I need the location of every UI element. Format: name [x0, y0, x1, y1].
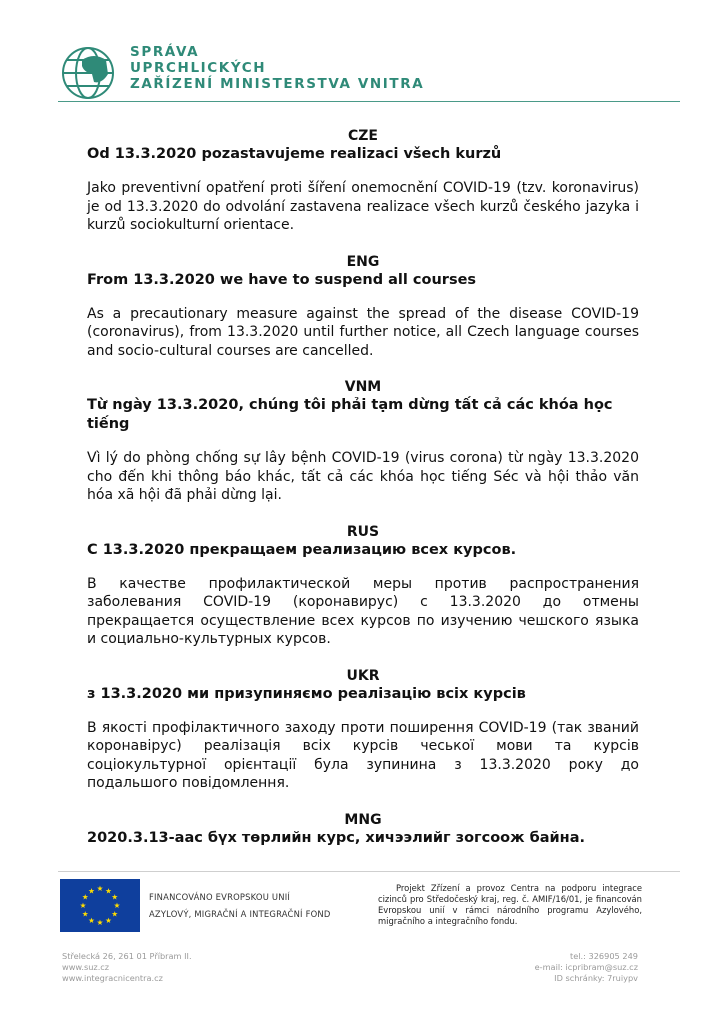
section-vnm — [87, 378, 639, 505]
language-code: ENG — [346, 253, 380, 270]
eu-star-icon: ★ — [81, 892, 89, 902]
eu-star-icon: ★ — [88, 886, 95, 896]
language-code: UKR — [346, 667, 380, 684]
postal-address: Střelecká 26, 261 01 Příbram II. — [62, 951, 192, 961]
eu-star-icon: ★ — [105, 915, 112, 925]
phone-number: tel.: 326905 249 — [570, 951, 638, 961]
eu-star-icon: ★ — [88, 915, 95, 925]
contact-right — [535, 951, 638, 984]
language-code: CZE — [348, 128, 378, 144]
website-link[interactable]: www.suz.cz — [62, 962, 110, 972]
notice-content — [87, 120, 639, 866]
funding-line2: AZYLOVÝ, MIGRAČNÍ A INTEGRAČNÍ FOND — [149, 909, 331, 919]
project-statement: Projekt Zřízení a provoz Centra na podporu integrace cizinců pro Středočeský kraj, reg. č. AMIF/16/01, je financován Evropskou unií v rámci národního programu Azylového, migračního a integračního fondu. — [378, 883, 642, 926]
org-name-line1: SPRÁVA — [130, 44, 200, 60]
eu-star-icon: ★ — [81, 909, 89, 919]
section-body: As a precautionary measure against the spread of the disease COVID-19 (coronavirus), from 13.3.2020 until further notice, all Czech language courses and socio-cultural courses are cancelled. — [87, 305, 639, 359]
section-title: з 13.3.2020 ми призупиняємо реалізацію всіх курсів — [87, 685, 526, 702]
email-address[interactable]: e-mail: icpribram@suz.cz — [534, 962, 638, 972]
funding-line1: FINANCOVÁNO EVROPSKOU UNIÍ — [149, 892, 291, 902]
section-ukr — [87, 667, 639, 793]
section-body: В якості профілактичного заходу проти поширення COVID-19 (так званий коронавірус) реалізація всіх курсів чеської мови та курсів соціокультурної орієнтації була зупинина з 13.3.2020 року до подальшого повідомлення. — [87, 719, 639, 791]
contact-left — [62, 951, 192, 984]
eu-star-icon: ★ — [113, 901, 121, 911]
section-eng — [87, 253, 639, 361]
eu-star-icon: ★ — [111, 909, 119, 919]
language-code: MNG — [344, 811, 382, 828]
section-title: 2020.3.13-аас бүх төрлийн курс, хичээлийг зогсоож байна. — [87, 829, 585, 846]
section-rus — [87, 523, 639, 649]
section-body: Vì lý do phòng chống sự lây bệnh COVID-19 (virus corona) từ ngày 13.3.2020 cho đến khi thông báo khác, tất cả các khóa học tiếng Séc và hội thảo văn hóa xã hội đã phải dừng lại. — [87, 450, 639, 503]
eu-star-icon: ★ — [105, 886, 112, 896]
language-code: RUS — [346, 523, 380, 540]
org-name — [130, 44, 424, 92]
footer-divider — [58, 871, 680, 872]
org-name-line3: ZAŘÍZENÍ MINISTERSTVA VNITRA — [130, 76, 425, 92]
data-box-id: ID schránky: 7ruiypv — [554, 973, 638, 983]
header — [58, 44, 680, 102]
section-body: Jako preventivní opatření proti šíření onemocnění COVID-19 (tzv. koronavirus) je od 13.3.2020 do odvolání zastavena realizace všech kurzů českého jazyka i kurzů sociokulturní orientace. — [87, 180, 639, 233]
eu-star-icon: ★ — [79, 901, 87, 911]
eu-star-icon: ★ — [96, 884, 104, 894]
section-title: From 13.3.2020 we have to suspend all courses — [87, 271, 477, 288]
website-link[interactable]: www.integracnicentra.cz — [62, 973, 163, 983]
language-code: VNM — [344, 379, 382, 395]
funding-label — [149, 889, 331, 923]
eu-star-icon: ★ — [111, 892, 119, 902]
eu-star-icon: ★ — [96, 918, 104, 928]
section-title: Od 13.3.2020 pozastavujeme realizaci všech kurzů — [87, 146, 502, 162]
section-cze — [87, 127, 639, 235]
globe-logo-icon — [58, 44, 120, 102]
section-title: Từ ngày 13.3.2020, chúng tôi phải tạm dừng tất cả các khóa học tiếng — [87, 397, 613, 432]
eu-flag-icon — [60, 879, 140, 932]
section-title: С 13.3.2020 прекращаем реализацию всех курсов. — [87, 541, 517, 558]
section-mng — [87, 811, 639, 848]
section-body: В качестве профилактической меры против распространения заболевания COVID-19 (коронавирус) с 13.3.2020 до отмены прекращается осуществление всех курсов по изучению чешского языка и социально-культурных курсов. — [87, 575, 639, 647]
org-name-line2: UPRCHLICKÝCH — [130, 60, 267, 76]
header-divider — [58, 101, 680, 102]
